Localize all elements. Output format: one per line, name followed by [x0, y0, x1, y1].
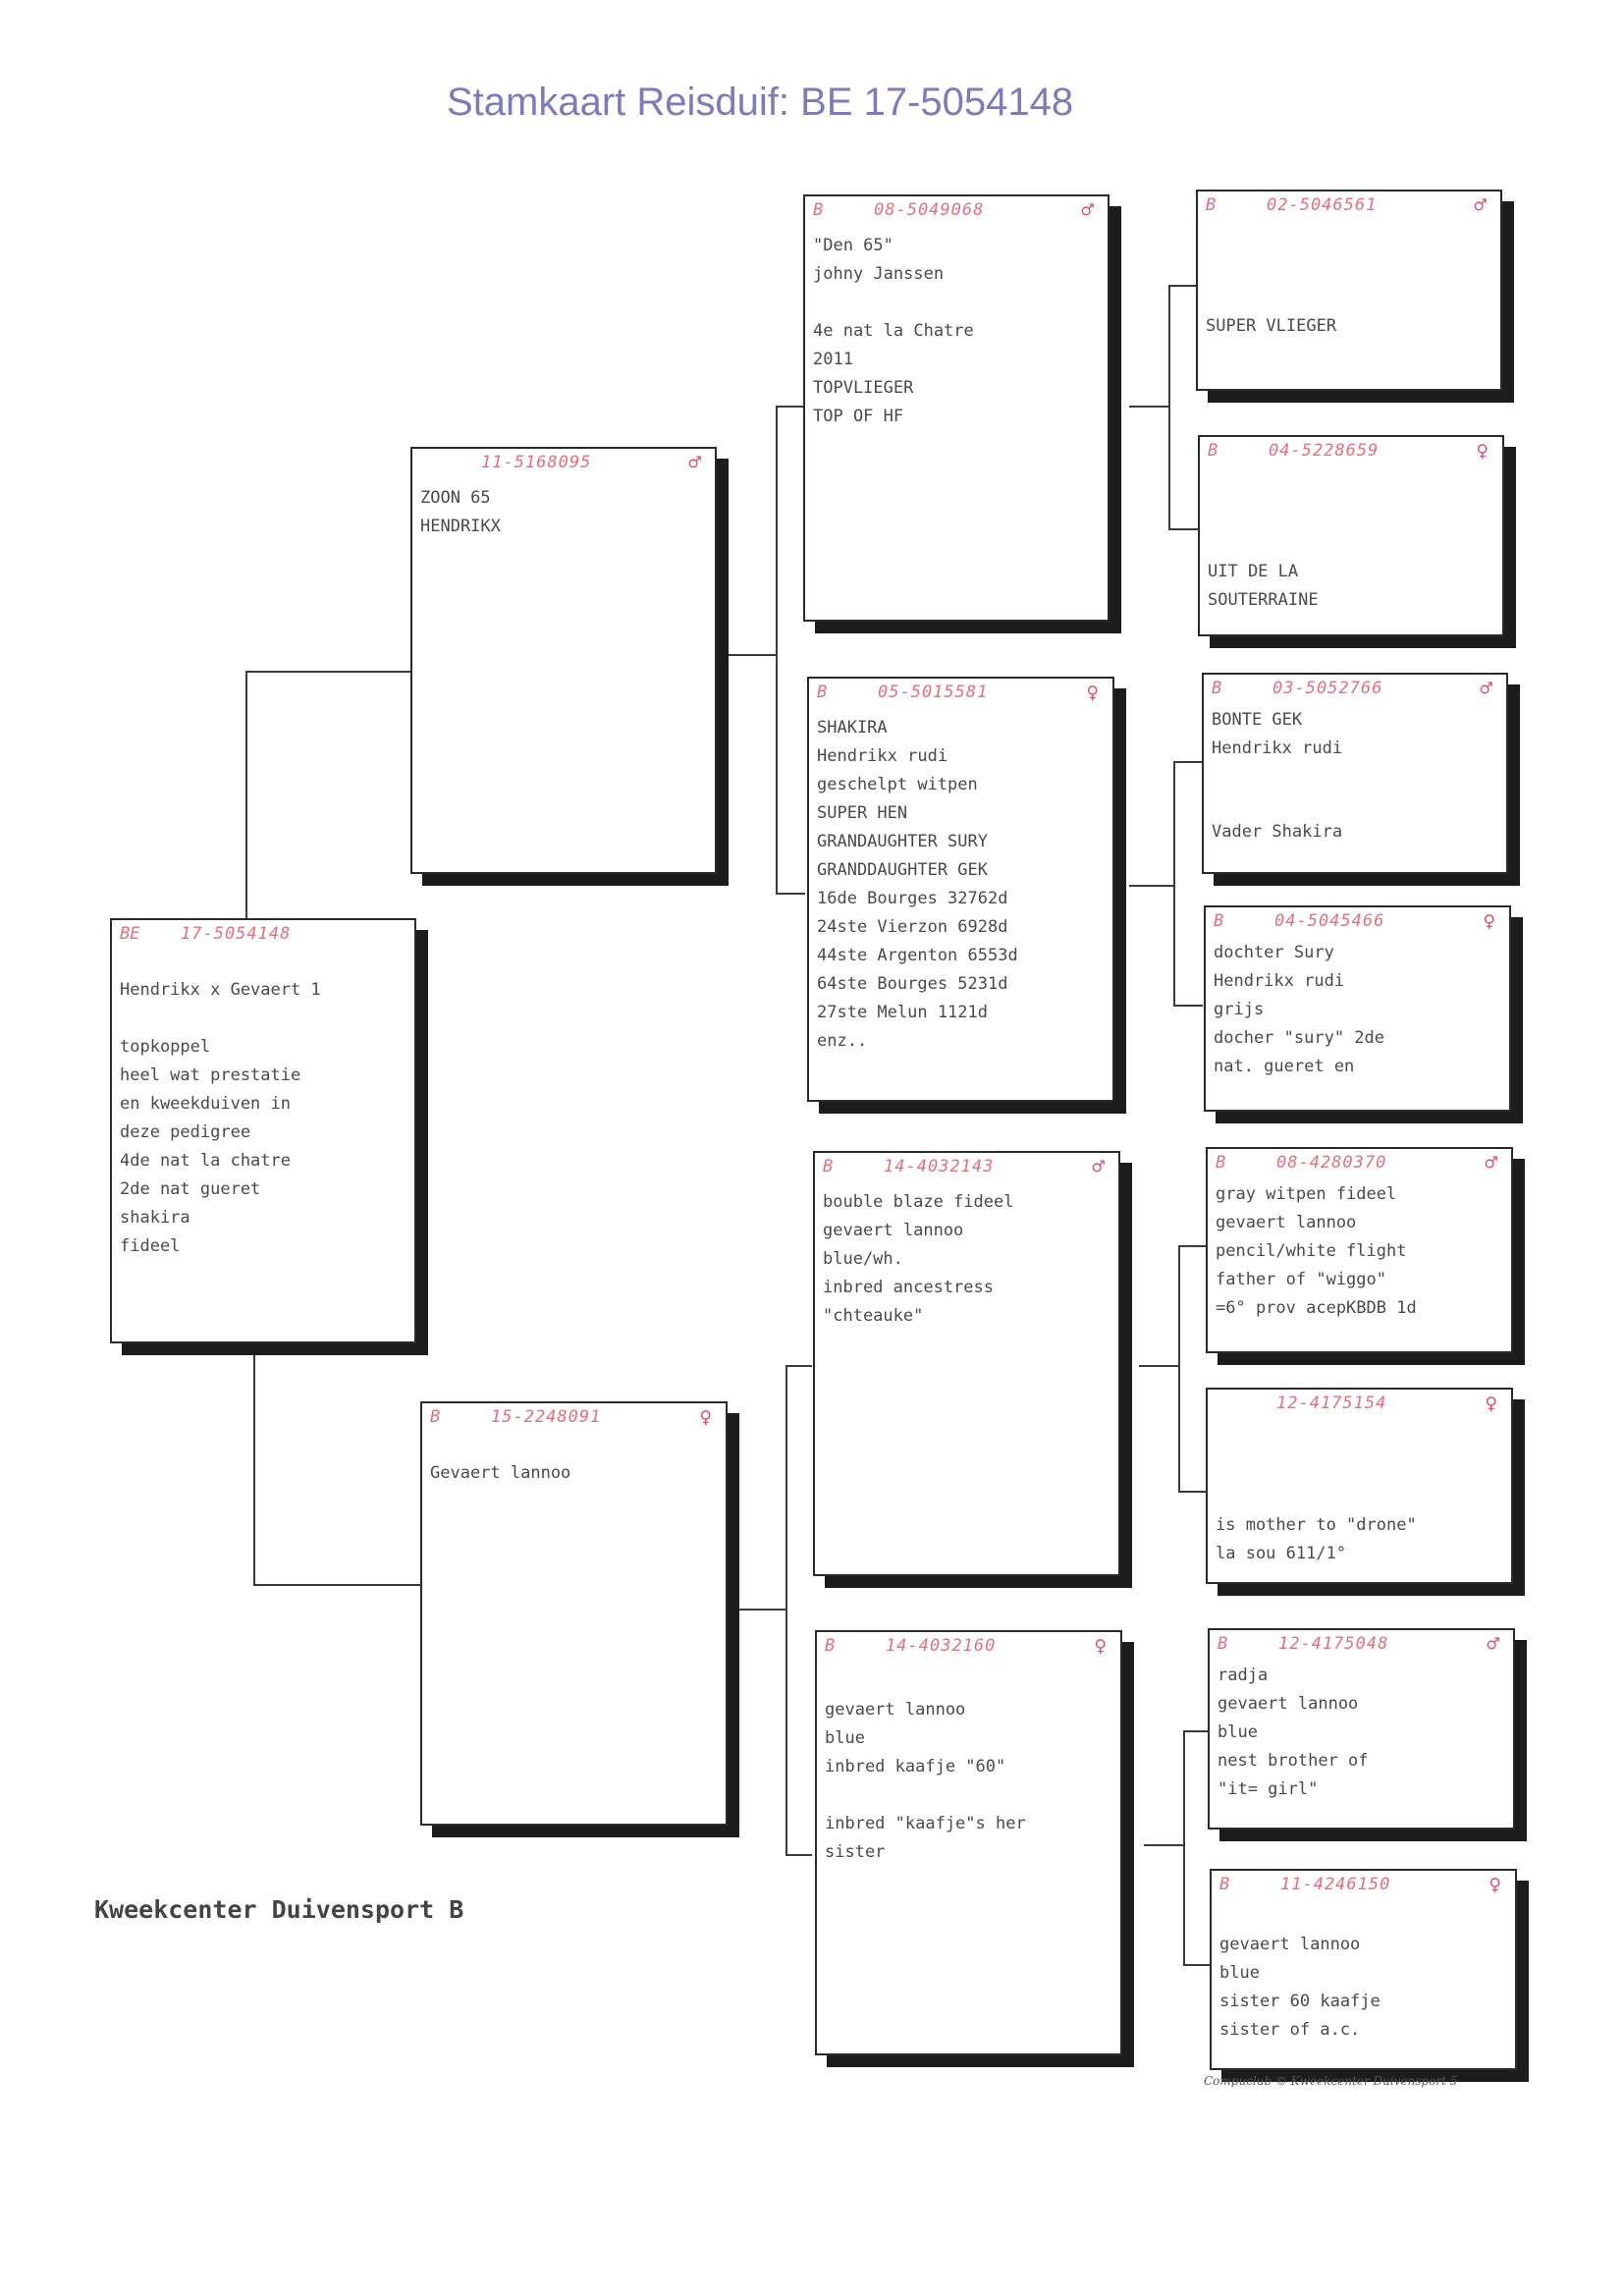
- pedigree-card-sire-dam: [807, 677, 1114, 1102]
- country-code: B: [823, 1157, 834, 1176]
- card-line: blue/wh.: [823, 1249, 903, 1269]
- ring-number: 11-4246150: [1280, 1875, 1391, 1894]
- connector: [736, 1609, 785, 1611]
- card-line: gevaert lannoo: [1218, 1694, 1359, 1714]
- card-line: sister: [825, 1842, 886, 1862]
- ring-number: 05-5015581: [878, 683, 989, 702]
- connector: [1168, 528, 1198, 530]
- connector: [1144, 1844, 1183, 1846]
- card-header: [1204, 675, 1506, 702]
- male-icon: ♂: [688, 451, 701, 474]
- card-line: 24ste Vierzon 6928d: [817, 917, 1008, 937]
- male-icon: ♂: [1485, 1151, 1497, 1175]
- card-line: sister of a.c.: [1219, 2020, 1361, 2040]
- ring-number: 17-5054148: [181, 924, 292, 944]
- female-icon: ♀: [1476, 439, 1489, 463]
- pedigree-card-ddd: [1210, 1869, 1517, 2070]
- ring-number: 02-5046561: [1267, 195, 1378, 215]
- card-header: [815, 1153, 1118, 1180]
- card-line: is mother to "drone": [1216, 1515, 1417, 1535]
- connector: [1139, 1365, 1178, 1367]
- card-header: [1210, 1630, 1513, 1658]
- card-line: blue: [1218, 1722, 1258, 1742]
- ring-number: 15-2248091: [491, 1407, 602, 1427]
- breeder-name: Kweekcenter Duivensport B: [94, 1895, 464, 1924]
- country-code: B: [1206, 195, 1217, 215]
- connector: [785, 1365, 787, 1856]
- country-code: B: [1218, 1634, 1228, 1654]
- card-line: nat. gueret en: [1214, 1057, 1355, 1076]
- card-line: SHAKIRA: [817, 718, 888, 738]
- female-icon: ♀: [1485, 1392, 1497, 1415]
- connector: [776, 893, 805, 895]
- card-line: Vader Shakira: [1212, 822, 1343, 842]
- card-header: [1208, 1149, 1511, 1176]
- card-line: deze pedigree: [120, 1122, 251, 1142]
- card-line: shakira: [120, 1208, 190, 1228]
- connector: [1183, 1730, 1185, 1966]
- ring-number: 08-4280370: [1276, 1153, 1387, 1173]
- card-line: "chteauke": [823, 1306, 924, 1326]
- card-line: ZOON 65: [420, 488, 491, 508]
- connector: [727, 654, 776, 656]
- pedigree-card-sds: [1202, 673, 1508, 874]
- ring-number: 14-4032160: [886, 1636, 997, 1656]
- card-line: gevaert lannoo: [1216, 1213, 1357, 1232]
- card-line: UIT DE LA: [1208, 562, 1299, 581]
- card-line: sister 60 kaafje: [1219, 1992, 1380, 2011]
- male-icon: ♂: [1092, 1155, 1105, 1178]
- card-line: Hendrikx x Gevaert 1: [120, 980, 321, 1000]
- card-line: father of "wiggo": [1216, 1270, 1386, 1289]
- card-line: docher "sury" 2de: [1214, 1028, 1384, 1048]
- pedigree-card-dds: [1208, 1628, 1515, 1830]
- card-line: geschelpt witpen: [817, 775, 978, 794]
- card-line: TOPVLIEGER: [813, 378, 914, 398]
- card-line: 44ste Argenton 6553d: [817, 946, 1018, 965]
- card-line: johny Janssen: [813, 264, 945, 284]
- country-code: B: [817, 683, 828, 702]
- ring-number: 08-5049068: [874, 200, 985, 220]
- card-line: 4de nat la chatre: [120, 1151, 291, 1171]
- card-line: HENDRIKX: [420, 517, 501, 536]
- country-code: B: [1214, 911, 1224, 931]
- card-header: [805, 196, 1108, 224]
- connector: [776, 406, 778, 895]
- card-line: 2de nat gueret: [120, 1179, 261, 1199]
- pedigree-card-sire-sire: [803, 194, 1110, 622]
- connector: [785, 1854, 812, 1856]
- card-line: pencil/white flight: [1216, 1241, 1407, 1261]
- card-line: Hendrikx rudi: [817, 746, 948, 766]
- card-line: GRANDDAUGHTER GEK: [817, 860, 988, 880]
- card-line: "it= girl": [1218, 1779, 1319, 1799]
- connector: [1129, 885, 1173, 887]
- connector: [253, 1584, 422, 1586]
- card-line: Hendrikx rudi: [1214, 971, 1345, 991]
- pedigree-card-ssd: [1198, 435, 1504, 636]
- connector: [245, 671, 247, 926]
- page-title: Stamkaart Reisduif: BE 17-5054148: [447, 81, 1074, 124]
- card-line: 27ste Melun 1121d: [817, 1003, 988, 1022]
- country-code: B: [430, 1407, 441, 1427]
- card-line: radja: [1218, 1666, 1269, 1685]
- card-header: [1206, 907, 1509, 935]
- card-line: dochter Sury: [1214, 943, 1334, 962]
- card-line: Hendrikx rudi: [1212, 738, 1343, 758]
- connector: [1173, 761, 1175, 1007]
- card-line: gevaert lannoo: [823, 1221, 964, 1240]
- connector: [1178, 1245, 1208, 1247]
- country-code: BE: [120, 924, 140, 944]
- card-line: enz..: [817, 1031, 868, 1051]
- female-icon: ♀: [1489, 1873, 1501, 1896]
- pedigree-card-dam-dam: [815, 1630, 1122, 2055]
- connector: [1168, 285, 1198, 287]
- card-line: fideel: [120, 1236, 181, 1256]
- male-icon: ♂: [1081, 198, 1094, 222]
- connector: [776, 406, 805, 408]
- card-line: gevaert lannoo: [825, 1700, 966, 1720]
- card-header: [112, 920, 414, 948]
- male-icon: ♂: [1474, 193, 1487, 217]
- ring-number: 12-4175048: [1278, 1634, 1389, 1654]
- card-line: 16de Bourges 32762d: [817, 889, 1008, 908]
- card-header: [817, 1632, 1120, 1660]
- card-line: Gevaert lannoo: [430, 1463, 571, 1483]
- card-line: 64ste Bourges 5231d: [817, 974, 1008, 994]
- male-icon: ♂: [1487, 1632, 1499, 1656]
- connector: [1183, 1964, 1213, 1966]
- card-line: SOUTERRAINE: [1208, 590, 1319, 610]
- card-line: grijs: [1214, 1000, 1265, 1019]
- card-line: GRANDAUGHTER SURY: [817, 832, 988, 851]
- ring-number: 04-5228659: [1269, 441, 1380, 461]
- female-icon: ♀: [1086, 681, 1099, 704]
- pedigree-card-dss: [1206, 1147, 1513, 1353]
- male-icon: ♂: [1480, 677, 1492, 700]
- female-icon: ♀: [699, 1405, 712, 1429]
- female-icon: ♀: [1483, 909, 1495, 933]
- card-line: la sou 611/1°: [1216, 1544, 1347, 1563]
- card-header: [412, 449, 715, 476]
- card-header: [1200, 437, 1502, 464]
- country-code: B: [1208, 441, 1218, 461]
- female-icon: ♀: [1094, 1634, 1107, 1658]
- card-line: inbred ancestress: [823, 1278, 994, 1297]
- card-line: gray witpen fideel: [1216, 1184, 1397, 1204]
- ring-number: 04-5045466: [1274, 911, 1385, 931]
- card-header: [809, 679, 1112, 706]
- card-header: [1198, 191, 1500, 219]
- card-line: SUPER VLIEGER: [1206, 316, 1337, 336]
- pedigree-card-dam-sire: [813, 1151, 1120, 1576]
- card-line: en kweekduiven in: [120, 1094, 291, 1114]
- card-line: gevaert lannoo: [1219, 1935, 1361, 1954]
- ring-number: 14-4032143: [884, 1157, 995, 1176]
- card-line: SUPER HEN: [817, 803, 908, 823]
- card-header: [422, 1403, 726, 1431]
- country-code: B: [1216, 1153, 1226, 1173]
- pedigree-card-father: [410, 447, 717, 874]
- pedigree-card-dsd: [1206, 1388, 1513, 1584]
- pedigree-card-subject: [110, 918, 416, 1343]
- country-code: B: [825, 1636, 836, 1656]
- card-line: blue: [1219, 1963, 1260, 1983]
- software-credit: Compuclub © Kweekcenter Duivensport 5: [1204, 2074, 1458, 2088]
- connector: [1173, 1005, 1203, 1007]
- country-code: B: [1219, 1875, 1230, 1894]
- card-line: inbred kaafje "60": [825, 1757, 1006, 1776]
- connector: [253, 1353, 255, 1586]
- connector: [1168, 285, 1170, 530]
- card-line: nest brother of: [1218, 1751, 1369, 1771]
- ring-number: 11-5168095: [481, 453, 592, 472]
- ring-number: 12-4175154: [1276, 1393, 1387, 1413]
- connector: [1129, 406, 1168, 408]
- country-code: B: [1212, 679, 1222, 698]
- connector: [1173, 761, 1203, 763]
- ring-number: 03-5052766: [1272, 679, 1383, 698]
- connector: [245, 671, 412, 673]
- card-line: 4e nat la Chatre: [813, 321, 974, 341]
- card-line: heel wat prestatie: [120, 1066, 301, 1085]
- pedigree-card-mother: [420, 1401, 728, 1826]
- pedigree-card-sdd: [1204, 905, 1511, 1112]
- country-code: B: [813, 200, 824, 220]
- card-header: [1212, 1871, 1515, 1898]
- card-line: blue: [825, 1728, 865, 1748]
- pedigree-card-sss: [1196, 190, 1502, 391]
- connector: [1178, 1491, 1208, 1493]
- card-line: topkoppel: [120, 1037, 211, 1057]
- card-line: BONTE GEK: [1212, 710, 1303, 730]
- connector: [785, 1365, 812, 1367]
- card-line: TOP OF HF: [813, 407, 904, 426]
- card-line: 2011: [813, 350, 853, 369]
- card-line: "Den 65": [813, 236, 893, 255]
- card-line: bouble blaze fideel: [823, 1192, 1014, 1212]
- connector: [1178, 1245, 1180, 1493]
- card-line: inbred "kaafje"s her: [825, 1814, 1026, 1833]
- card-header: [1208, 1390, 1511, 1417]
- card-line: =6° prov acepKBDB 1d: [1216, 1298, 1417, 1318]
